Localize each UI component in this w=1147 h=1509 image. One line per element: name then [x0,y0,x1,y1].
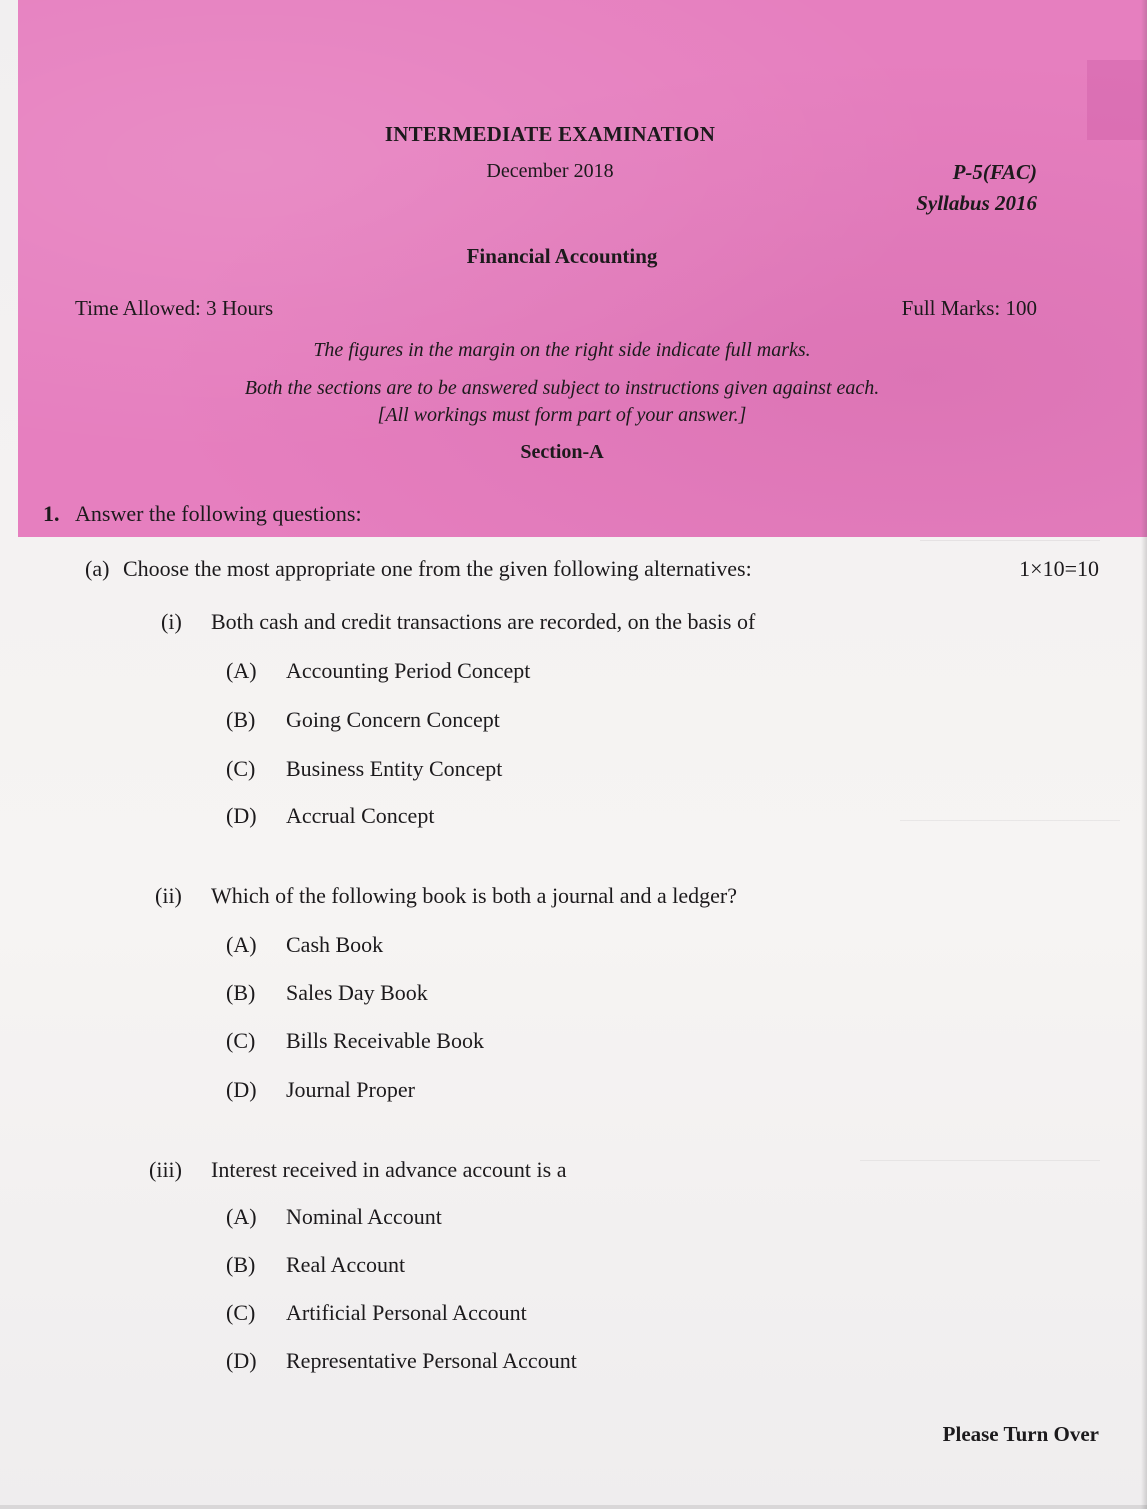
full-marks: Full Marks: 100 [901,296,1037,320]
option-letter: (D) [226,1348,257,1373]
subquestion-number: (i) [161,609,182,634]
option-text: Real Account [286,1252,406,1277]
option-text: Accrual Concept [286,803,435,828]
option-text: Accounting Period Concept [286,658,531,683]
option-text: Business Entity Concept [286,756,503,781]
scan-edge [0,1505,1147,1509]
option-letter: (C) [226,1300,256,1325]
option-letter: (D) [226,803,257,828]
option-letter: (B) [226,1252,256,1277]
please-turn-over: Please Turn Over [942,1422,1099,1446]
option-letter: (A) [226,658,257,683]
scan-edge [1141,0,1147,1509]
question-text: Answer the following questions: [75,501,362,526]
option-text: Sales Day Book [286,980,428,1005]
option-text: Artificial Personal Account [286,1300,527,1325]
option-letter: (D) [226,1077,257,1102]
question-number: 1. [43,501,60,526]
subquestion-number: (ii) [155,883,182,908]
instruction-line: [All workings must form part of your answer.] [377,404,747,426]
syllabus: Syllabus 2016 [916,191,1037,215]
subquestion-text: Both cash and credit transactions are recorded, on the basis of [211,609,756,634]
option-letter: (A) [226,932,257,957]
exam-date: December 2018 [486,160,614,182]
instruction-line: Both the sections are to be answered subject to instructions given against each. [244,377,880,399]
part-label: (a) [85,556,110,581]
option-letter: (C) [226,1028,256,1053]
bleed-through [860,1160,1100,1162]
option-text: Bills Receivable Book [286,1028,484,1053]
option-text: Cash Book [286,932,384,957]
option-letter: (C) [226,756,256,781]
subject-title: Financial Accounting [466,244,658,268]
option-text: Representative Personal Account [286,1348,577,1373]
part-marks: 1×10=10 [1019,556,1099,581]
subquestion-number: (iii) [149,1157,182,1182]
paper-code: P-5(FAC) [952,160,1037,184]
option-letter: (B) [226,980,256,1005]
bleed-through [900,820,1120,822]
subquestion-text: Which of the following book is both a journal and a ledger? [211,883,738,908]
option-text: Journal Proper [286,1077,415,1102]
subquestion-text: Interest received in advance account is a [211,1157,567,1182]
part-text: Choose the most appropriate one from the given following alternatives: [123,556,752,581]
time-allowed: Time Allowed: 3 Hours [75,296,274,320]
section-title: Section-A [520,441,604,463]
option-text: Nominal Account [286,1204,442,1229]
instruction-line: The figures in the margin on the right side indicate full marks. [313,339,811,361]
option-letter: (B) [226,707,256,732]
bleed-through [920,540,1100,542]
exam-title: INTERMEDIATE EXAMINATION [384,122,716,146]
option-text: Going Concern Concept [286,707,500,732]
option-letter: (A) [226,1204,257,1229]
